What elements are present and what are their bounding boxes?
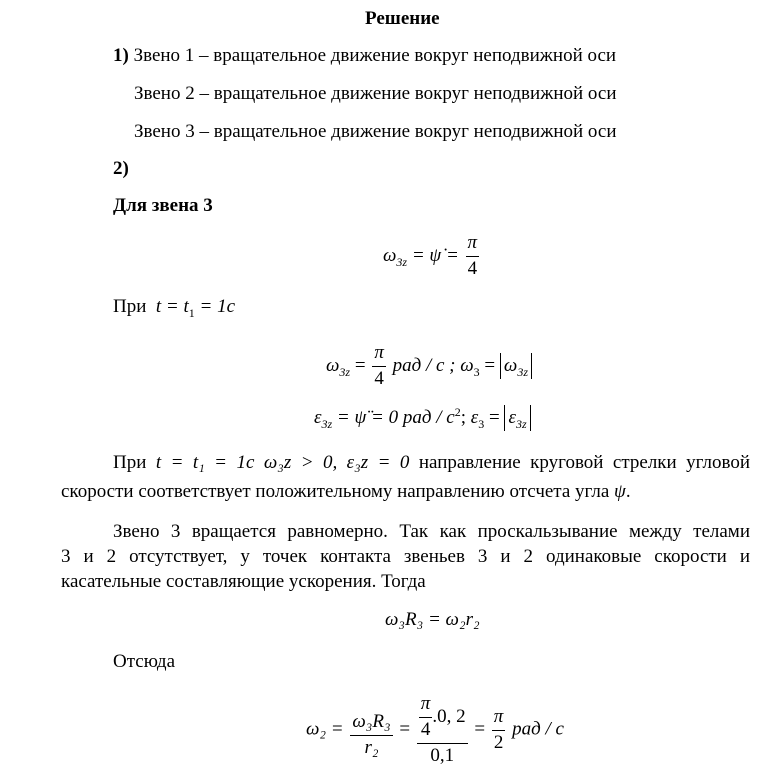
pri2-line1-rest: направление круговой стрелки угловой [418, 452, 750, 473]
eq5-fraction-1 [350, 712, 392, 759]
eq3-mid: = ψ̈ = 0 [332, 407, 399, 428]
item-2-number: 2) [113, 158, 129, 179]
item-1-number: 1) [113, 45, 129, 66]
zveno-1-text: Звено 1 – вращательное движение вокруг неподвижной оси [133, 45, 617, 66]
para-line3: касательные составляющие ускорения. Тогда [61, 571, 426, 592]
eq3-eps3: ε [470, 407, 479, 428]
eq3-abs-eps: ε [508, 407, 516, 428]
eq2-num: π [372, 343, 386, 367]
eq2-sub: 3z [339, 364, 351, 379]
eq5-unit: рад / с [512, 718, 564, 740]
eq2-fraction [372, 343, 386, 390]
eq5-eq2: = [474, 718, 486, 740]
pri2-psi: ψ [614, 481, 626, 502]
pri2-word: При [113, 452, 147, 473]
subheading-zveno-3: Для звена 3 [113, 195, 213, 216]
eq5-inner-den: 4 [420, 718, 431, 740]
eq3-abs [504, 405, 530, 431]
eq5-den2: 0,1 [430, 744, 455, 766]
zveno-3-text: Звено 3 – вращательное движение вокруг неподвижной оси [134, 121, 617, 142]
equation-epsilon [314, 405, 531, 431]
eq2-omega3-sub: 3 [473, 364, 480, 379]
eq5-num1: ω₃R₃ [350, 712, 392, 736]
eq1-num: π [466, 233, 480, 257]
eq3-abs-sub: 3z [515, 417, 527, 431]
eq3-eq2: = [484, 407, 505, 428]
eq1-rhs: = ψ̇ = [411, 244, 459, 266]
direction-line-1 [61, 453, 750, 472]
eq5-lhs: ω₂ = [306, 718, 344, 740]
eq3-unit: рад / c [402, 407, 455, 428]
eq2-abs-omega: ω [503, 354, 518, 376]
para-line2: 3 и 2 отсутствует, у точек контакта звеньев 3 и 2 одинаковые скорости и [61, 546, 750, 567]
pri2-line2: скорости соответствует положительному направлению отсчета угла [61, 481, 610, 502]
equation-omega-value [326, 343, 532, 390]
eq5-eq: = [399, 718, 411, 740]
paragraph-line-2 [61, 547, 750, 566]
eq2-den: 4 [374, 367, 384, 389]
page-title: Решение [365, 8, 440, 29]
equation-omega-2 [306, 694, 564, 767]
eq5-fraction-3 [492, 707, 506, 754]
eq2-lhs: ω [326, 354, 340, 376]
paragraph-line-3 [61, 572, 750, 591]
eq1-omega: ω [383, 244, 397, 266]
eq1-sub: 3z [396, 254, 408, 269]
eq5-inner-rest: .0, 2 [432, 705, 466, 727]
para-line1: Звено 3 вращается равномерно. Так как проскальзывание между телами [113, 521, 750, 542]
pri1-expr: t = t [155, 296, 189, 317]
eq2-unit: рад / с ; [392, 354, 456, 376]
pri1-rest: = 1c [194, 296, 236, 317]
eq1-den: 4 [467, 257, 478, 279]
pri1-word: При [113, 296, 147, 317]
direction-line-2 [61, 482, 750, 501]
zveno-2-text: Звено 2 – вращательное движение вокруг неподвижной оси [134, 83, 617, 104]
eq3-eps3-sub: 3 [478, 417, 485, 431]
eq3-sub: 3z [321, 417, 333, 431]
eq5-inner-num: π [419, 694, 433, 718]
eq5-den3: 2 [493, 731, 504, 753]
eq2-eq2: = [479, 354, 500, 376]
equation-omega-3z [383, 233, 481, 280]
eq5-num2 [417, 694, 468, 744]
eq5-den1: r₂ [364, 736, 379, 758]
eq5-num3: π [492, 707, 506, 731]
eq3-sep: ; [460, 407, 466, 428]
eq2-eq: = [350, 354, 371, 376]
pri2-condition: t = t₁ = 1c ω₃z > 0, ε₃z = 0 [155, 452, 410, 473]
condition-time [113, 296, 236, 320]
eq5-fraction-2 [417, 694, 468, 767]
equation-contact-speed: ω₃R₃ = ω₂r₂ [385, 609, 480, 630]
eq3-lhs: ε [314, 407, 322, 428]
eq5-inner-fraction [419, 694, 433, 741]
zveno-1-line [113, 46, 616, 65]
otsyuda-label: Отсюда [113, 651, 176, 672]
eq2-abs-sub: 3z [517, 364, 528, 379]
eq3-sup: 2 [454, 405, 461, 419]
paragraph-line-1 [61, 522, 750, 541]
pri2-end: . [625, 481, 631, 502]
eq2-omega3: ω [460, 354, 474, 376]
pri1-sub: 1 [188, 306, 195, 320]
eq1-fraction [466, 233, 480, 280]
eq2-abs [500, 353, 532, 379]
